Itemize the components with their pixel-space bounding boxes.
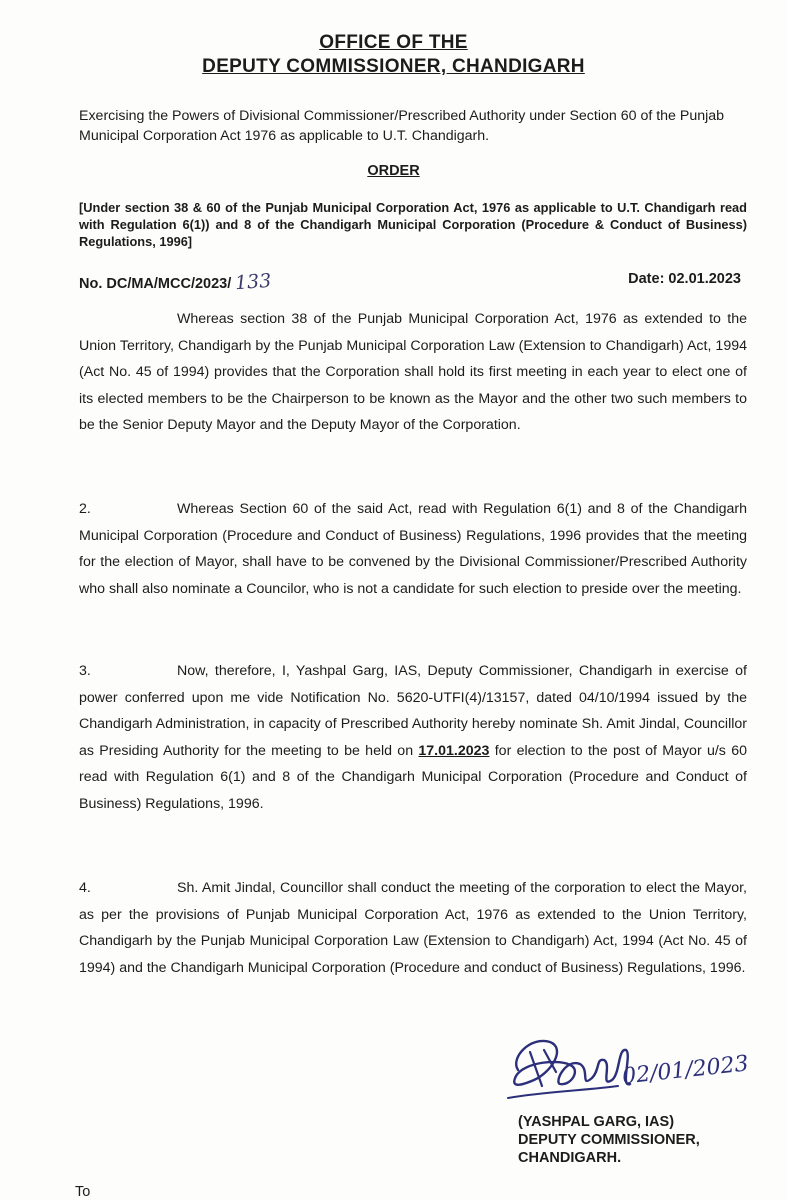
signatory-place: CHANDIGARH.	[518, 1150, 622, 1166]
signatory-block	[518, 1113, 700, 1167]
paragraph-3-number: 3.	[79, 663, 91, 679]
paragraph-3-text-a: Now, therefore, I, Yashpal Garg, IAS, Deputy Commissioner, Chandigarh in exercise of power conferred upon me vide Notification No. 5620-UTFI(4)/13157, dated 04/10/1994 issued by the Chandigarh Administration, in capacity of Prescribed Authority hereby nominate Sh. Amit Jindal, Councillor as Presiding Authority for the meeting to be held on	[79, 663, 747, 759]
addressee-to: To	[75, 1184, 91, 1200]
paragraph-4	[79, 875, 747, 981]
paragraph-3-text-b: for election to the post of Mayor u/s 60 read with Regulation 6(1) and 8 of the Chandigarh Municipal Corporation (Procedure and Conduct of Business) Regulations, 1996.	[79, 742, 747, 812]
paragraph-3	[79, 658, 747, 818]
paragraph-2-text: Whereas Section 60 of the said Act, read with Regulation 6(1) and 8 of the Chandigarh Municipal Corporation (Procedure and Conduct of Business) Regulations, 1996 provides that the meeting for the election of Mayor, shall have to be convened by the Divisional Commissioner/Prescribed Authority who shall also nominate a Councilor, who is not a candidate for such election to preside over the meeting.	[79, 501, 747, 597]
paragraph-2	[79, 496, 747, 602]
handwritten-signature-date: 02/01/2023	[621, 1051, 750, 1090]
order-heading: ORDER	[367, 163, 420, 179]
under-section-note: [Under section 38 & 60 of the Punjab Municipal Corporation Act, 1976 as applicable to U.T. Chandigarh read with Regulation 6(1)) and 8 of the Chandigarh Municipal Corporation (Procedure & Conduct of Business) Regulations, 1996]	[79, 200, 747, 249]
paragraph-4-text: Sh. Amit Jindal, Councillor shall conduct the meeting of the corporation to elect the Mayor, as per the provisions of Punjab Municipal Corporation Act, 1976 as extended to the Union Territory, Chandigarh by the Punjab Municipal Corporation Law (Extension to Chandigarh) Act, 1994 (Act No. 45 of 1994) and the Chandigarh Municipal Corporation (Procedure and conduct of Business) Regulations, 1996.	[79, 880, 747, 976]
intro-paragraph: Exercising the Powers of Divisional Commissioner/Prescribed Authority under Section 60 of the Punjab Municipal Corporation Act 1976 as applicable to U.T. Chandigarh.	[79, 108, 725, 144]
office-title-line2: DEPUTY COMMISSIONER, CHANDIGARH	[202, 56, 585, 77]
signatory-name: (YASHPAL GARG, IAS)	[518, 1114, 675, 1130]
handwritten-reference-number: 133	[234, 269, 273, 295]
paragraph-2-number: 2.	[79, 501, 91, 517]
signatory-designation: DEPUTY COMMISSIONER,	[518, 1132, 700, 1148]
paragraph-4-number: 4.	[79, 880, 91, 896]
office-title-line1: OFFICE OF THE	[319, 32, 468, 53]
reference-prefix: No. DC/MA/MCC/2023/	[79, 276, 232, 292]
order-date: Date: 02.01.2023	[628, 271, 741, 287]
paragraph-1-text: Whereas section 38 of the Punjab Municipal Corporation Act, 1976 as extended to the Union Territory, Chandigarh by the Punjab Municipal Corporation Law (Extension to Chandigarh) Act, 1994 (Act No. 45 of 1994) provides that the Corporation shall hold its first meeting in each year to elect one of its elected members to be the Chairperson to be known as the Mayor and the other two such members to be the Senior Deputy Mayor and the Deputy Mayor of the Corporation.	[79, 311, 747, 434]
paragraph-1	[79, 306, 747, 439]
reference-number	[79, 271, 272, 293]
meeting-date: 17.01.2023	[418, 742, 490, 759]
